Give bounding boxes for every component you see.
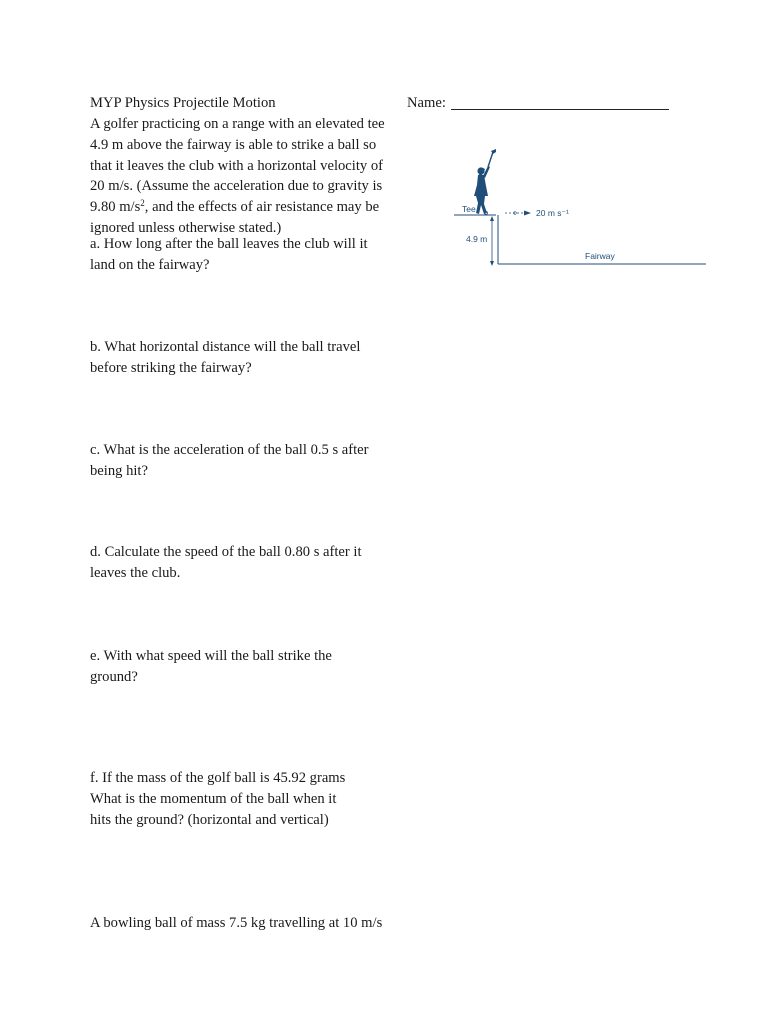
question-line: b. What horizontal distance will the ball travel [90,339,361,355]
intro-gravity-value: 9.80 m/s [90,199,141,216]
question-d [90,542,362,584]
question-line: What is the momentum of the ball when it [90,790,337,807]
intro-line: A golfer practicing on a range with an elevated tee [90,116,385,132]
question-c [90,440,369,482]
tee-label: Tee [462,204,476,214]
question-line: a. How long after the ball leaves the club will it [90,236,368,252]
name-label: Name: [407,95,446,111]
question-line: A bowling ball of mass 7.5 kg travelling at 10 m/s [90,915,383,931]
question-b [90,337,360,379]
intro-line [90,197,385,218]
question-line: ground? [90,668,138,685]
question-line: e. With what speed will the ball strike the [90,648,332,664]
question-line: leaves the club. [90,564,181,581]
intro-exponent: 2 [140,198,145,209]
worksheet-title: MYP Physics Projectile Motion [90,95,276,111]
intro-line: that it leaves the club with a horizontal velocity of [90,157,384,174]
intro-line: 20 m/s. (Assume the acceleration due to gravity is [90,178,383,195]
fairway-label: Fairway [585,251,615,261]
intro-line: 4.9 m above the fairway is able to strike a ball so [90,136,377,153]
intro-gravity-rest: , and the effects of air resistance may be [144,199,380,216]
question-line: d. Calculate the speed of the ball 0.80 s after it [90,544,362,560]
height-arrow-up-icon [490,216,494,221]
question-line: hits the ground? (horizontal and vertical) [90,811,329,828]
intro-line: ignored unless otherwise stated.) [90,219,282,236]
golfer-diagram-svg [452,146,712,272]
question-bowling-ball [90,913,382,934]
velocity-arrow-icon [524,211,531,216]
question-line: c. What is the acceleration of the ball 0.5 s after [90,442,369,458]
question-line: being hit? [90,462,148,479]
problem-intro [90,114,385,239]
golfer-diagram [452,146,712,272]
velocity-label: 20 m s⁻¹ [536,208,569,218]
golfer-silhouette-icon [474,149,496,214]
question-e [90,646,332,688]
name-blank-line [451,109,669,110]
question-line: before striking the fairway? [90,359,252,376]
question-line: land on the fairway? [90,256,210,273]
question-f [90,768,345,830]
question-line: f. If the mass of the golf ball is 45.92 grams [90,770,346,786]
question-a [90,234,368,276]
height-arrow-down-icon [490,261,494,266]
height-label: 4.9 m [466,234,488,244]
